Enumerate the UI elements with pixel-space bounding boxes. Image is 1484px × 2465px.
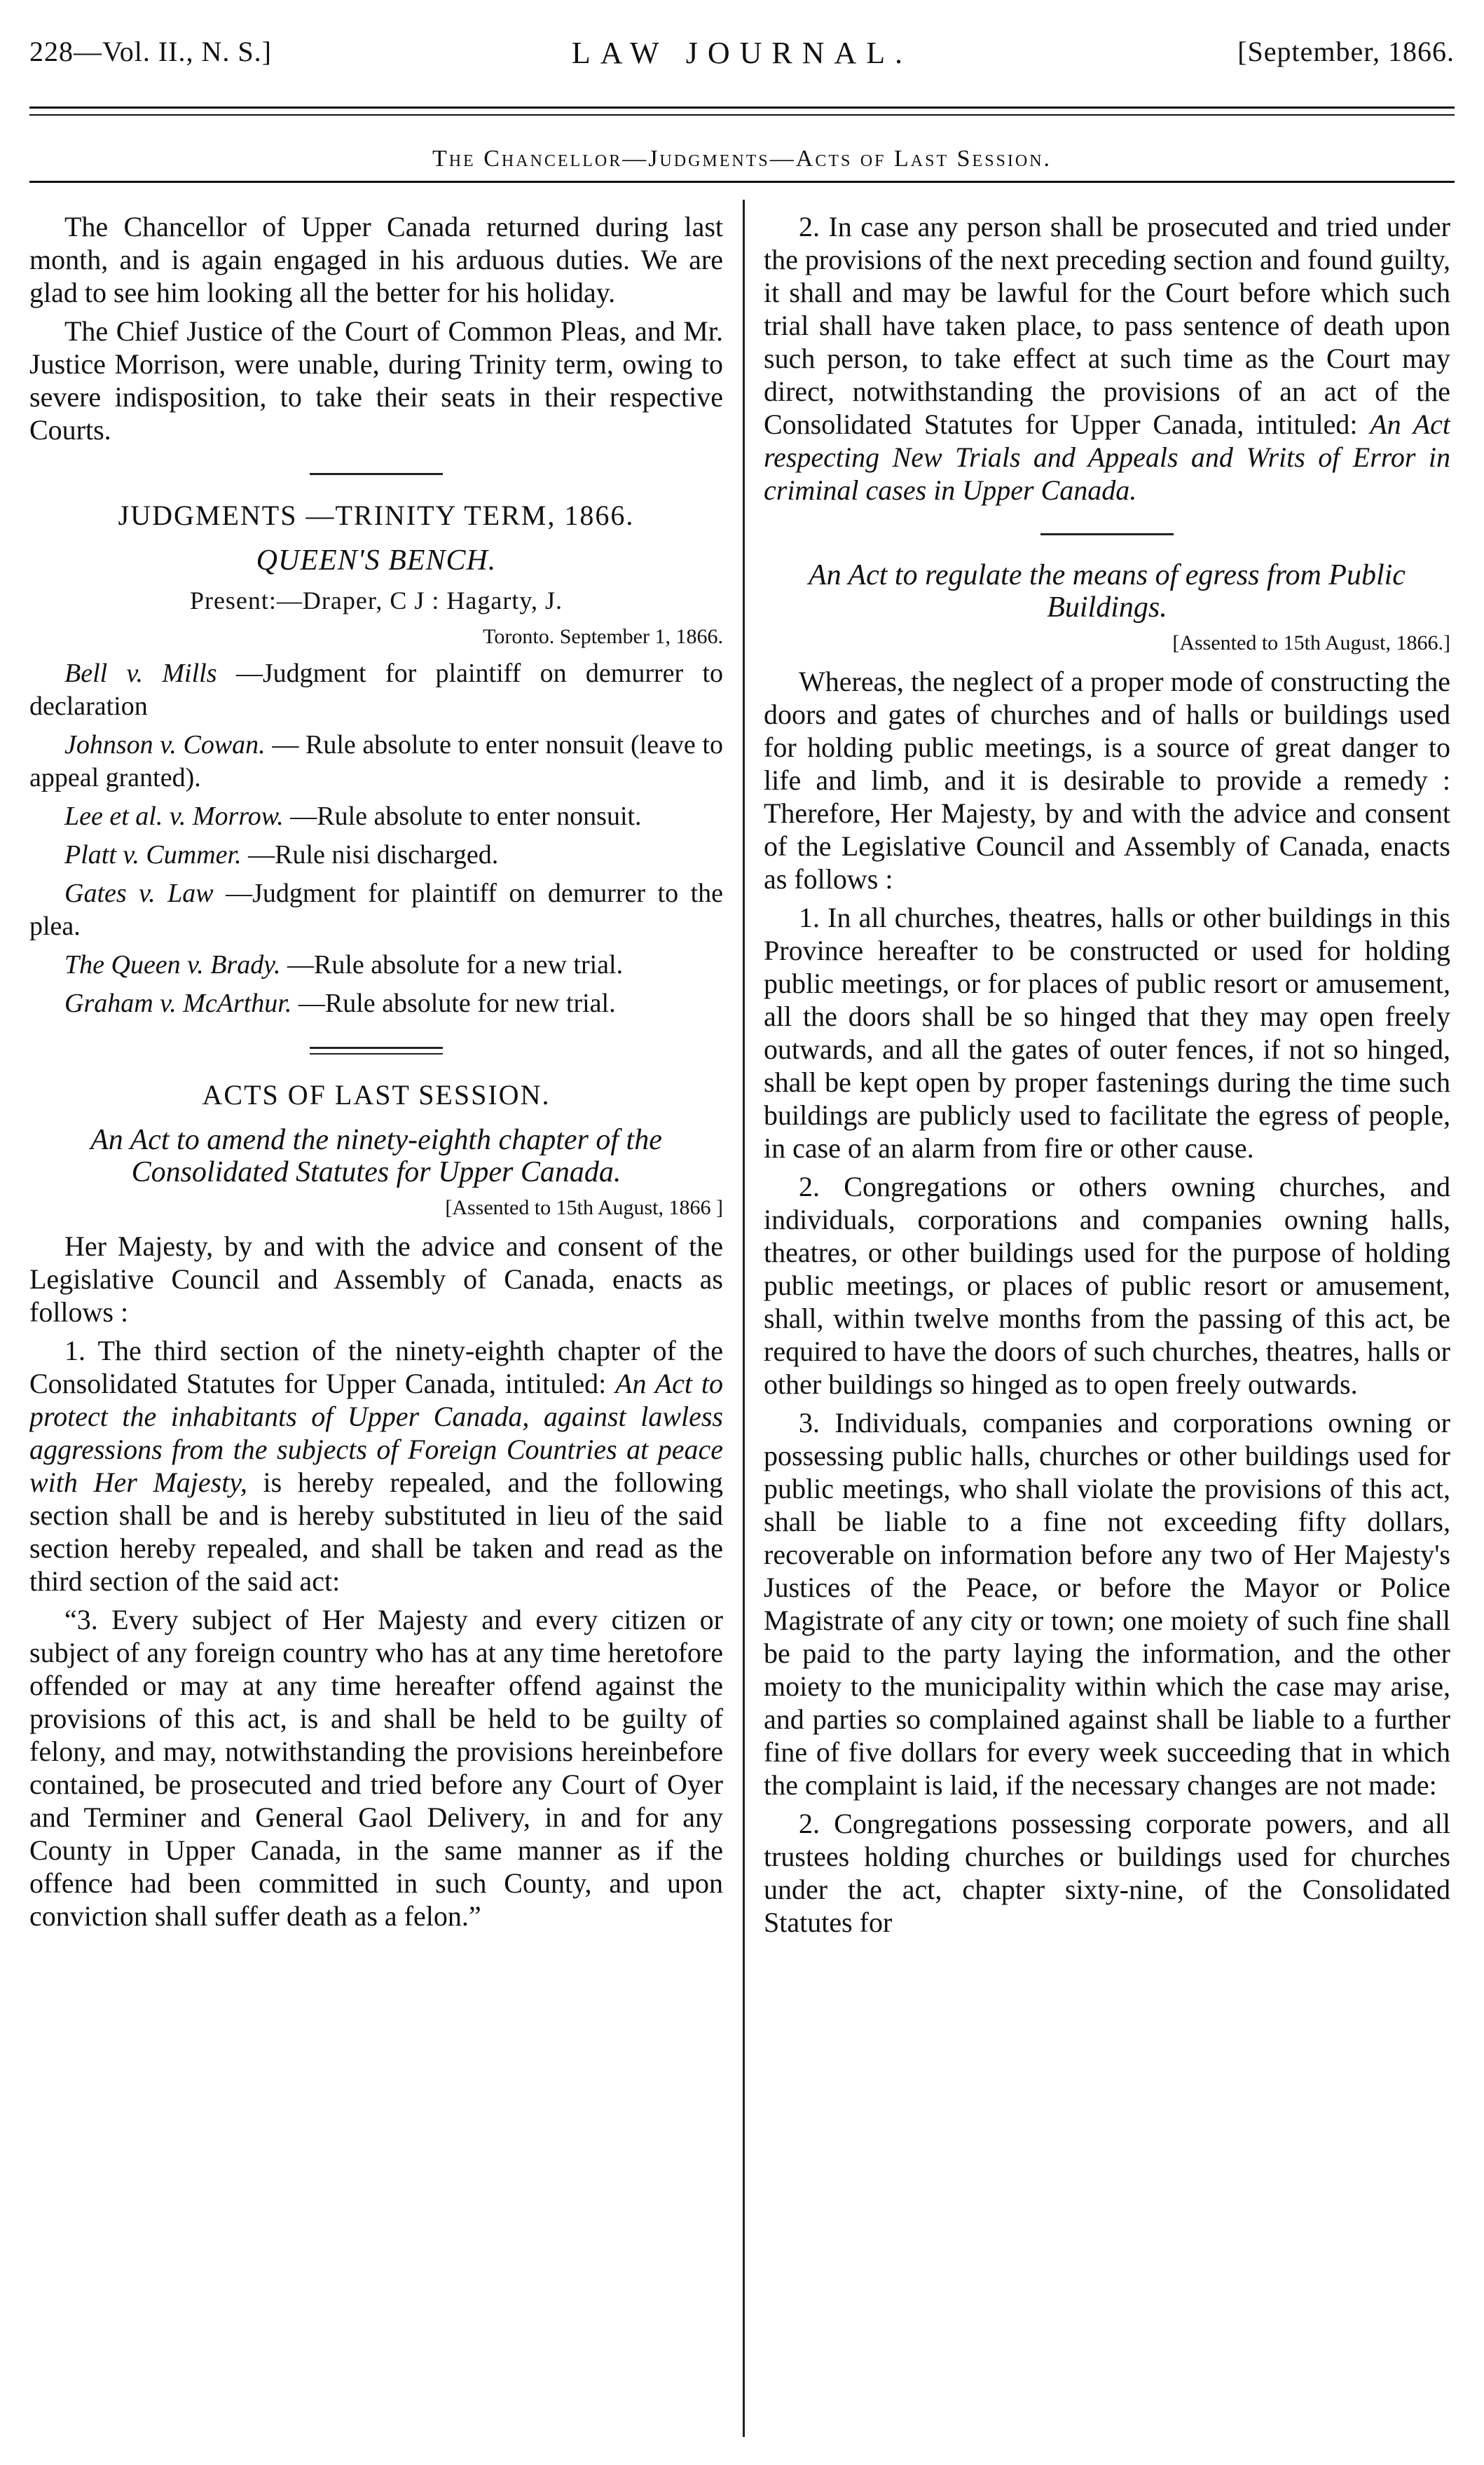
act-section: 3. Individuals, companies and corporations owning or possessing public halls, churches or other buildings used for public meetings, who shall violate the provisions of this act, shall be liable to a fine not exceeding fifty dollars, recoverable on information before any two of Her Majesty's Justices of the Peace, or before the Mayor or Police Magistrate of any city or town; one moiety of such fine shall be paid to the party laying the information, and the other moiety to the municipality within which the case may arise, and parties so complained against shall be liable to a further fine of five dollars for every week succeeding that in which the complaint is laid, if the necessary changes are not made: bbox=[764, 1407, 1450, 1801]
assented-date: [Assented to 15th August, 1866 ] bbox=[445, 1196, 723, 1219]
case-ruling: —Judgment for plaintiff on demurrer to declaration bbox=[29, 659, 723, 721]
act-quoted-section: “3. Every subject of Her Majesty and every citizen or subject of any foreign country who has at any time heretofore offended or may at any time hereafter offend against the provisions of this act, is and shall be held to be guilty of felony, and may, notwithstanding the provisions hereinbefore contained, be prosecuted and tried before any Court of Oyer and Terminer and General Gaol Delivery, in and for any County in Upper Canada, in the same manner as if the offence had been committed in such County, and upon conviction shall suffer death as a felon.” bbox=[29, 1604, 723, 1932]
divider bbox=[1040, 533, 1174, 535]
act-cited-title: An Act respecting New Trials and Appeals and Writs of Error in criminal cases in Upper Canada. bbox=[764, 408, 1450, 506]
case-entry bbox=[29, 877, 723, 943]
case-entry bbox=[29, 839, 723, 872]
section-rule bbox=[29, 181, 1455, 184]
case-ruling: —Rule absolute for new trial. bbox=[298, 989, 616, 1018]
page-number-volume: 228—Vol. II., N. S.] bbox=[29, 36, 272, 67]
section-head: The Chancellor—Judgments—Acts of Last Session. bbox=[432, 146, 1052, 172]
act-title: An Act to amend the ninety-eighth chapter of the Consolidated Statutes for Upper Canada. bbox=[90, 1124, 662, 1188]
case-entry bbox=[29, 729, 723, 795]
divider bbox=[310, 1047, 443, 1055]
case-name: Lee et al. v. Morrow. bbox=[64, 802, 284, 831]
case-name: Gates v. Law bbox=[64, 879, 214, 908]
case-name: Platt v. Cummer. bbox=[64, 840, 242, 870]
judgments-title: JUDGMENTS —TRINITY TERM, 1866. bbox=[118, 500, 635, 531]
act-section: 2. Congregations possessing corporate powers, and all trustees holding churches or buildings used for churches under the act, chapter sixty-nine, of the Consolidated Statutes for bbox=[764, 1808, 1450, 1938]
case-name: Graham v. McArthur. bbox=[64, 989, 292, 1018]
case-ruling: — Rule absolute to enter nonsuit (leave to appeal granted). bbox=[29, 730, 723, 792]
right-column bbox=[764, 210, 1450, 2444]
acts-title: ACTS OF LAST SESSION. bbox=[202, 1079, 551, 1111]
act-section: 1. In all churches, theatres, halls or other buildings in this Province hereafter to be constructed or used for holding public meetings, or for places of public resort or amusement, all the doors shall be so hinged that they may open freely outwards, and all the gates of outer fences, if not so hinged, shall be kept open by proper fastenings during the time such buildings are publicly used to facilitate the egress of people, in case of an alarm from fire or other cause. bbox=[764, 902, 1450, 1164]
case-entry bbox=[29, 987, 723, 1020]
act-preamble: Her Majesty, by and with the advice and consent of the Legislative Council and Assembly of Canada, enacts as follows : bbox=[29, 1230, 723, 1328]
case-name: The Queen v. Brady. bbox=[64, 950, 281, 980]
case-entry bbox=[29, 800, 723, 833]
case-ruling: —Judgment for plaintiff on demurrer to the plea. bbox=[29, 879, 723, 941]
chief-justice-paragraph: The Chief Justice of the Court of Common Pleas, and Mr. Justice Morrison, were unable, during Trinity term, owing to severe indisposition, to take their seats in their respective Courts. bbox=[29, 315, 723, 446]
act-preamble: Whereas, the neglect of a proper mode of constructing the doors and gates of churches and of halls or buildings used for holding public meetings, is a source of great danger to life and limb, and it is desirable to provide a remedy : Therefore, Her Majesty, by and with the advice and consent of the Legislative Council and Assembly of Canada, enacts as follows : bbox=[764, 666, 1450, 895]
act-cited-title: An Act to protect the inhabitants of Upper Canada, against lawless aggressions from the subjects of Foreign Countries at peace with Her Majesty, bbox=[29, 1368, 723, 1498]
header-rule bbox=[29, 107, 1455, 116]
assented-date: [Assented to 15th August, 1866.] bbox=[1172, 631, 1450, 654]
act-section bbox=[29, 1334, 723, 1598]
case-ruling: —Rule absolute for a new trial. bbox=[287, 950, 624, 980]
divider bbox=[310, 473, 443, 475]
present-line: Present:—Draper, C J : Hagarty, J. bbox=[189, 586, 563, 614]
act-title: An Act to regulate the means of egress from Public Buildings. bbox=[809, 559, 1406, 624]
act-section-text: 1. The third section of the ninety-eighth chapter of the Consolidated Statutes for Upper Canada, intituled: bbox=[29, 1335, 723, 1399]
court-name: QUEEN'S BENCH. bbox=[256, 544, 497, 577]
case-ruling: —Rule nisi discharged. bbox=[248, 840, 499, 870]
chancellor-paragraph: The Chancellor of Upper Canada returned during last month, and is again engaged in his arduous duties. We are glad to see him looking all the better for his holiday. bbox=[29, 211, 723, 308]
act-section bbox=[764, 210, 1450, 507]
case-ruling: —Rule absolute to enter nonsuit. bbox=[290, 802, 642, 831]
left-column bbox=[29, 210, 723, 2444]
case-entry bbox=[29, 949, 723, 982]
case-name: Johnson v. Cowan. bbox=[64, 730, 266, 760]
journal-title: LAW JOURNAL. bbox=[571, 36, 913, 70]
dateline: Toronto. September 1, 1866. bbox=[483, 625, 723, 648]
act-section: 2. Congregations or others owning churches, and individuals, corporations and companies owning halls, theatres, or other buildings used for the purpose of holding public meetings, or places of public resort or amusement, shall, within twelve months from the passing of this act, be required to have the doors of such churches, theatres, halls or other buildings so hinged as to open freely outwards. bbox=[764, 1171, 1450, 1400]
case-entry bbox=[29, 657, 723, 723]
column-divider bbox=[743, 200, 745, 2437]
running-head bbox=[29, 35, 1455, 91]
act-section-text: is hereby repealed, and the following section shall be and is hereby substituted in lieu of the said section hereby repealed, and shall be taken and read as the third section of the said act: bbox=[29, 1467, 723, 1597]
issue-date: [September, 1866. bbox=[1237, 36, 1455, 67]
case-name: Bell v. Mills bbox=[64, 659, 217, 688]
act-section-text: 2. In case any person shall be prosecuted and tried under the provisions of the next preceding section and found guilty, it shall and may be lawful for the Court before which such trial shall have taken place, to pass sentence of death upon such person, to take effect at such time as the Court may direct, notwithstanding the provisions of an act of the Consolidated Statutes for Upper Canada, intituled: bbox=[764, 211, 1450, 440]
